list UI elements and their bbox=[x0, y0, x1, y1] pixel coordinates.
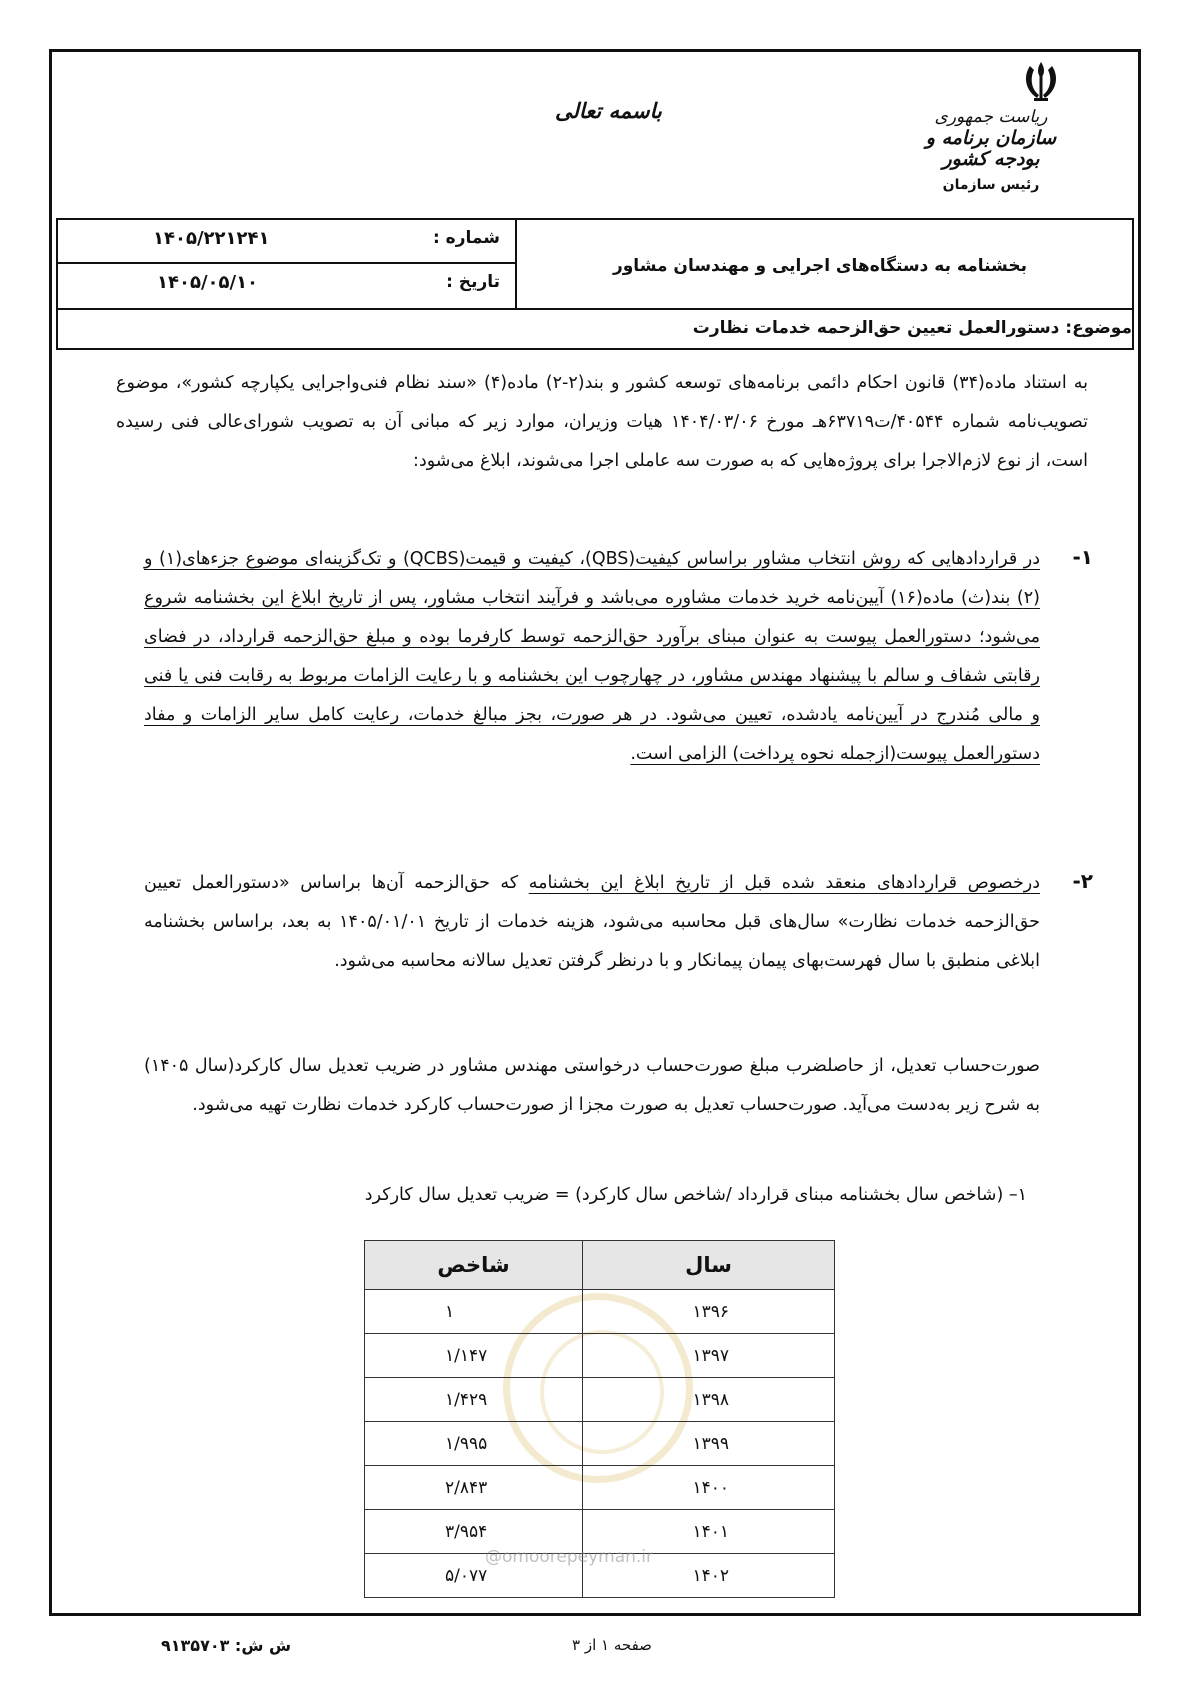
index-cell: ۱ bbox=[365, 1290, 583, 1334]
page-number: صفحه ۱ از ۳ bbox=[572, 1636, 652, 1654]
bismillah: باسمه تعالی bbox=[555, 98, 662, 123]
emblem-icon bbox=[1021, 60, 1061, 104]
year-cell: ۱۳۹۷ bbox=[582, 1334, 834, 1378]
info-divider-bottom bbox=[58, 308, 1132, 310]
table-row bbox=[365, 1422, 835, 1466]
org-line-2: سازمان برنامه و بودجه کشور bbox=[925, 126, 1057, 171]
addressee: بخشنامه به دستگاه‌های اجرایی و مهندسان مشاور bbox=[612, 256, 1027, 276]
year-cell: ۱۴۰۱ bbox=[582, 1510, 834, 1554]
formula: ۱– (شاخص سال بخشنامه مبنای قرارداد /شاخص سال کارکرد) = ضریب تعدیل سال کارکرد bbox=[364, 1185, 1027, 1205]
index-table bbox=[364, 1240, 835, 1598]
info-divider-vertical bbox=[515, 220, 517, 308]
item-2-underlined: درخصوص قراردادهای منعقد شده قبل از تاریخ ابلاغ این بخشنامه bbox=[528, 873, 1041, 893]
index-cell: ۲/۸۴۳ bbox=[365, 1466, 583, 1510]
table-header-row bbox=[365, 1241, 835, 1290]
info-box bbox=[56, 218, 1134, 350]
item-1-text: در قراردادهایی که روش انتخاب مشاور براساس کیفیت(QBS)، کیفیت و قیمت(QCBS) و تک‌گزینه‌ای موضوع جزء‌های(۱) و (۲) بند(ث) ماده(۱۶) آیین‌نامه خرید خدمات مشاوره می‌باشد و فرآیند انتخاب مشاور، پس از تاریخ ابلاغ این بخشنامه شروع می‌شود؛ دستورالعمل پیوست به عنوان مبنای برآورد حق‌الزحمه توسط کارفرما بوده و مبلغ حق‌الزحمه قرارداد، در فضای رقابتی شفاف و سالم با پیشنهاد مهندس مشاور، در چهارچوب این بخشنامه و با رعایت الزامات مربوط به رقابت فنی یا فنی و مالی مُندرج در آیین‌نامه یادشده، تعیین می‌شود. در هر صورت، بجز مبالغ خدمات، رعایت کامل سایر الزامات و مفاد دستورالعمل پیوست(ازجمله نحوه پرداخت) الزامی است. bbox=[144, 549, 1040, 764]
number-value: ۱۴۰۵/۲۲۱۲۴۱ bbox=[153, 228, 270, 249]
info-divider-middle bbox=[58, 262, 515, 264]
org-line-3: رئیس سازمان bbox=[942, 177, 1040, 194]
year-cell: ۱۴۰۲ bbox=[582, 1554, 834, 1598]
watermark-text: @omoorepeyman.ir bbox=[485, 1547, 654, 1567]
year-cell: ۱۳۹۸ bbox=[582, 1378, 834, 1422]
subject: موضوع: دستورالعمل تعیین حق‌الزحمه خدمات نظارت bbox=[692, 318, 1132, 338]
document-code: ش ش: ۹۱۳۵۷۰۳ bbox=[161, 1636, 292, 1655]
table-row bbox=[365, 1466, 835, 1510]
item-2-number: ۲- bbox=[1072, 869, 1093, 893]
organization-name bbox=[906, 108, 1076, 193]
index-cell: ۱/۴۲۹ bbox=[365, 1378, 583, 1422]
index-cell: ۱/۹۹۵ bbox=[365, 1422, 583, 1466]
adjustment-paragraph: صورت‌حساب تعدیل، از حاصلضرب مبلغ صورت‌حساب درخواستی مهندس مشاور در ضریب تعدیل سال کارکرد(سال ۱۴۰۵) به شرح زیر به‌دست می‌آید. صورت‌حساب تعدیل به صورت مجزا از صورت‌حساب کارکرد خدمات نظارت تهیه می‌شود. bbox=[144, 1056, 1040, 1115]
table-row bbox=[365, 1290, 835, 1334]
year-cell: ۱۴۰۰ bbox=[582, 1466, 834, 1510]
table-row bbox=[365, 1378, 835, 1422]
index-cell: ۵/۰۷۷ bbox=[365, 1554, 583, 1598]
index-cell: ۱/۱۴۷ bbox=[365, 1334, 583, 1378]
date-value: ۱۴۰۵/۰۵/۱۰ bbox=[157, 272, 259, 293]
intro-paragraph: به استناد ماده(۳۴) قانون احکام دائمی برنامه‌های توسعه کشور و بند(۲-۲) ماده(۴) «سند نظام فنی‌واجرایی یکپارچه کشور»، موضوع تصویب‌نامه شماره ۴۰۵۴۴/ت۶۳۷۱۹هـ مورخ ۱۴۰۴/۰۳/۰۶ هیات وزیران، موارد زیر که مبانی آن به تصویب شورای‌عالی فنی رسیده است، از نوع لازم‌الاجرا برای پروژه‌هایی که به صورت سه عاملی اجرا می‌شوند، ابلاغ می‌شود: bbox=[116, 373, 1088, 471]
org-line-1: ریاست جمهوری bbox=[934, 107, 1048, 127]
index-cell: ۳/۹۵۴ bbox=[365, 1510, 583, 1554]
number-label: شماره : bbox=[432, 228, 500, 248]
item-1-paragraph bbox=[144, 540, 1040, 774]
year-cell: ۱۳۹۶ bbox=[582, 1290, 834, 1334]
item-2-paragraph bbox=[144, 864, 1040, 981]
year-cell: ۱۳۹۹ bbox=[582, 1422, 834, 1466]
table-row bbox=[365, 1334, 835, 1378]
header-year: سال bbox=[582, 1241, 834, 1290]
item-1-number: ۱- bbox=[1072, 545, 1093, 569]
header-index: شاخص bbox=[365, 1241, 583, 1290]
date-label: تاریخ : bbox=[446, 272, 500, 292]
item-2-rest: که حق‌الزحمه آن‌ها براساس «دستورالعمل تعیین حق‌الزحمه خدمات نظارت» سال‌های قبل محاسبه می‌شود، هزینه خدمات از تاریخ ۱۴۰۵/۰۱/۰۱ به بعد، براساس بخشنامه ابلاغی منطبق با سال فهرست‌بهای پیمان پیمانکار و با درنظر گرفتن تعدیل سالانه محاسبه می‌شود. bbox=[144, 873, 1040, 971]
